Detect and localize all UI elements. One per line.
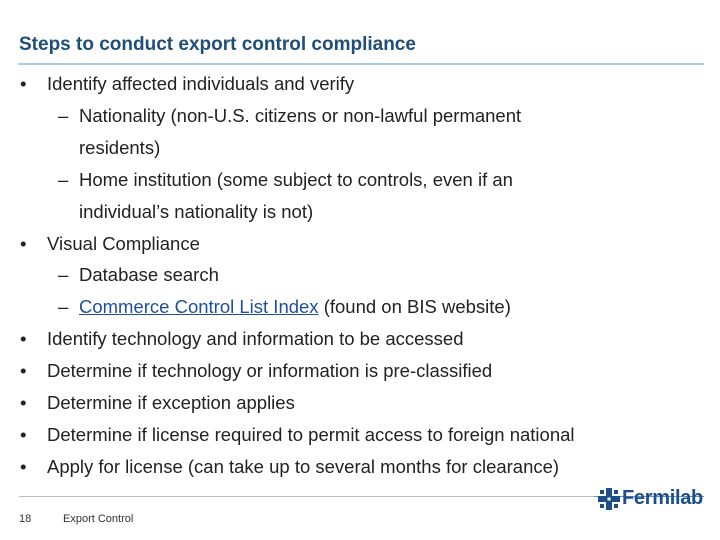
bullet-item [20, 68, 710, 100]
bullet-text: Determine if exception applies [47, 392, 295, 414]
page-number: 18 [19, 513, 32, 525]
bullet-item [20, 451, 710, 483]
bullet-text: Identify affected individuals and verify [47, 73, 355, 94]
dash-marker: – [58, 264, 69, 286]
bullet-marker: • [20, 328, 27, 350]
title-underline [18, 63, 704, 65]
bullet-text: Determine if technology or information is pre-classified [47, 360, 493, 382]
sub-bullet-continuation [20, 196, 710, 228]
slide-title: Steps to conduct export control compliance [19, 34, 416, 55]
sub-bullet-item [20, 259, 710, 291]
bullet-marker: • [20, 423, 27, 445]
footer-divider [19, 496, 594, 497]
fermilab-logo-text: Fermilab [622, 487, 703, 509]
sub-bullet-item [20, 164, 710, 196]
bullet-text: Apply for license (can take up to several months for clearance) [47, 455, 560, 477]
fermilab-logo-icon [598, 488, 620, 510]
sub-bullet-item [20, 100, 710, 132]
bullet-list [20, 68, 710, 483]
dash-marker: – [58, 296, 69, 318]
sub-bullet-text: Database search [79, 264, 219, 286]
footer-section-label: Export Control [63, 513, 134, 525]
bullet-marker: • [20, 232, 27, 254]
bullet-item [20, 355, 710, 387]
sub-bullet-text: individual’s nationality is not) [79, 200, 314, 222]
sub-bullet-text: (found on BIS website) [318, 296, 511, 318]
sub-bullet-item [20, 291, 710, 323]
bullet-text: Determine if license required to permit access to foreign national [47, 423, 575, 445]
bullet-item [20, 387, 710, 419]
sub-bullet-text: Home institution (some subject to controls, even if an [79, 168, 513, 190]
bullet-text: Visual Compliance [47, 232, 200, 254]
sub-bullet-text: residents) [79, 136, 161, 158]
dash-marker: – [58, 168, 69, 190]
bullet-marker: • [20, 73, 27, 94]
bullet-text: Identify technology and information to be accessed [47, 328, 464, 350]
bullet-item [20, 228, 710, 260]
commerce-control-list-link[interactable]: Commerce Control List Index [79, 296, 319, 318]
bullet-marker: • [20, 455, 27, 477]
bullet-marker: • [20, 360, 27, 382]
sub-bullet-continuation [20, 132, 710, 164]
bullet-marker: • [20, 392, 27, 414]
sub-bullet-text: Nationality (non-U.S. citizens or non-lawful permanent [79, 104, 522, 126]
fermilab-logo [598, 487, 703, 510]
bullet-item [20, 419, 710, 451]
dash-marker: – [58, 104, 69, 126]
bullet-item [20, 323, 710, 355]
